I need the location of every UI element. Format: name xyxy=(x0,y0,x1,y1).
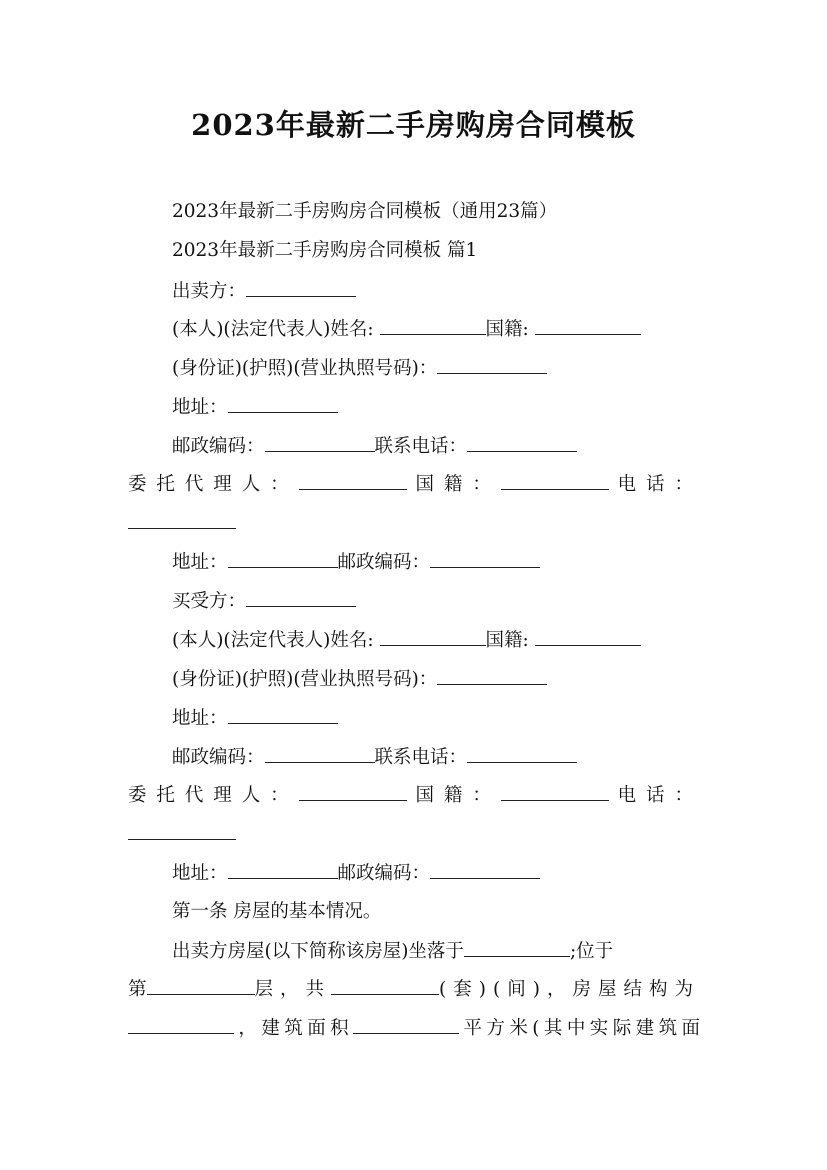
buyer-agent-blank[interactable] xyxy=(299,783,407,801)
area-unit-label: 平方米(其中实际建筑面 xyxy=(459,1018,700,1039)
seller-agent-row xyxy=(128,472,700,497)
buyer-phone-label: 联系电话： xyxy=(374,747,468,768)
buyer-postcode-blank[interactable] xyxy=(265,745,375,763)
seller-label: 出卖方： xyxy=(172,281,247,302)
buyer-agent-postcode-label: 邮政编码： xyxy=(337,863,431,884)
buyer-agent-address-row xyxy=(172,861,540,886)
location-label: 出卖方房屋(以下简称该房屋)坐落于 xyxy=(172,941,464,962)
section-heading: 2023年最新二手房购房合同模板 篇1 xyxy=(172,240,478,261)
floor-blank[interactable] xyxy=(147,977,255,995)
seller-name-label: (本人)(法定代表人)姓名: xyxy=(172,319,374,340)
seller-blank[interactable] xyxy=(246,279,356,297)
seller-agent-nationality-label: 国籍： xyxy=(415,474,501,495)
seller-agent-address-label: 地址： xyxy=(172,552,228,573)
seller-postcode-row xyxy=(172,434,577,459)
seller-id-row xyxy=(172,356,547,381)
buyer-agent-label: 委托代理人： xyxy=(128,785,299,806)
location-blank[interactable] xyxy=(464,939,570,957)
seller-address-blank[interactable] xyxy=(228,395,338,413)
seller-agent-phone-blank[interactable] xyxy=(128,511,236,529)
seller-name-blank[interactable] xyxy=(380,317,486,335)
seller-agent-blank[interactable] xyxy=(299,472,407,490)
buyer-agent-phone-blank[interactable] xyxy=(128,822,236,840)
buyer-address-label: 地址： xyxy=(172,708,228,729)
seller-agent-nationality-blank[interactable] xyxy=(501,472,609,490)
buyer-agent-phone-row xyxy=(128,822,236,847)
buyer-agent-phone-label: 电话： xyxy=(617,785,700,806)
seller-phone-blank[interactable] xyxy=(467,434,577,452)
seller-agent-label: 委托代理人： xyxy=(128,474,299,495)
buyer-blank[interactable] xyxy=(246,589,356,607)
seller-agent-postcode-blank[interactable] xyxy=(430,550,540,568)
structure-blank[interactable] xyxy=(128,1016,234,1034)
buyer-id-row xyxy=(172,667,547,692)
seller-postcode-label: 邮政编码： xyxy=(172,436,265,457)
article1-heading: 第一条 房屋的基本情况。 xyxy=(172,901,382,922)
buyer-nationality-label: 国籍: xyxy=(485,630,529,651)
seller-id-blank[interactable] xyxy=(437,356,547,374)
seller-nationality-label: 国籍: xyxy=(485,319,529,340)
buyer-name-blank[interactable] xyxy=(380,628,486,646)
buyer-agent-nationality-blank[interactable] xyxy=(501,783,609,801)
buyer-phone-blank[interactable] xyxy=(467,745,577,763)
floor-prefix-label: ;位于 xyxy=(569,941,614,962)
seller-address-label: 地址： xyxy=(172,397,228,418)
buyer-id-label: (身份证)(护照)(营业执照号码)： xyxy=(172,669,438,690)
area-blank[interactable] xyxy=(353,1016,459,1034)
article1-line1 xyxy=(172,939,613,964)
buyer-label-row xyxy=(172,589,356,614)
buyer-name-label: (本人)(法定代表人)姓名: xyxy=(172,630,374,651)
article1-line2 xyxy=(128,977,700,1002)
seller-label-row xyxy=(172,279,356,304)
buyer-address-row xyxy=(172,706,338,731)
buyer-address-blank[interactable] xyxy=(228,706,338,724)
seller-nationality-blank[interactable] xyxy=(535,317,641,335)
buyer-name-row xyxy=(172,628,641,653)
seller-agent-address-row xyxy=(172,550,540,575)
buyer-id-blank[interactable] xyxy=(437,667,547,685)
seller-agent-phone-row xyxy=(128,511,236,536)
buyer-label: 买受方： xyxy=(172,591,247,612)
seller-agent-phone-label: 电话： xyxy=(617,474,700,495)
seller-phone-label: 联系电话： xyxy=(374,436,468,457)
seller-agent-postcode-label: 邮政编码： xyxy=(337,552,431,573)
article1-line3 xyxy=(128,1016,700,1041)
area-label: ，建筑面积 xyxy=(234,1018,354,1039)
subtitle: 2023年最新二手房购房合同模板（通用23篇） xyxy=(172,201,558,222)
buyer-agent-row xyxy=(128,783,700,808)
structure-label: (套)(间)，房屋结构为 xyxy=(439,979,700,1000)
buyer-postcode-label: 邮政编码： xyxy=(172,747,265,768)
seller-id-label: (身份证)(护照)(营业执照号码)： xyxy=(172,358,438,379)
buyer-agent-nationality-label: 国籍： xyxy=(415,785,501,806)
seller-agent-address-blank[interactable] xyxy=(228,550,338,568)
seller-postcode-blank[interactable] xyxy=(265,434,375,452)
buyer-agent-address-label: 地址： xyxy=(172,863,228,884)
seller-address-row xyxy=(172,395,338,420)
total-floors-label: 层，共 xyxy=(254,979,332,1000)
seller-name-row xyxy=(172,317,641,342)
page-title: 2023年最新二手房购房合同模板 xyxy=(191,108,636,142)
buyer-agent-postcode-blank[interactable] xyxy=(430,861,540,879)
buyer-postcode-row xyxy=(172,745,577,770)
floor-label: 第 xyxy=(128,979,147,1000)
buyer-nationality-blank[interactable] xyxy=(535,628,641,646)
buyer-agent-address-blank[interactable] xyxy=(228,861,338,879)
units-blank[interactable] xyxy=(331,977,439,995)
